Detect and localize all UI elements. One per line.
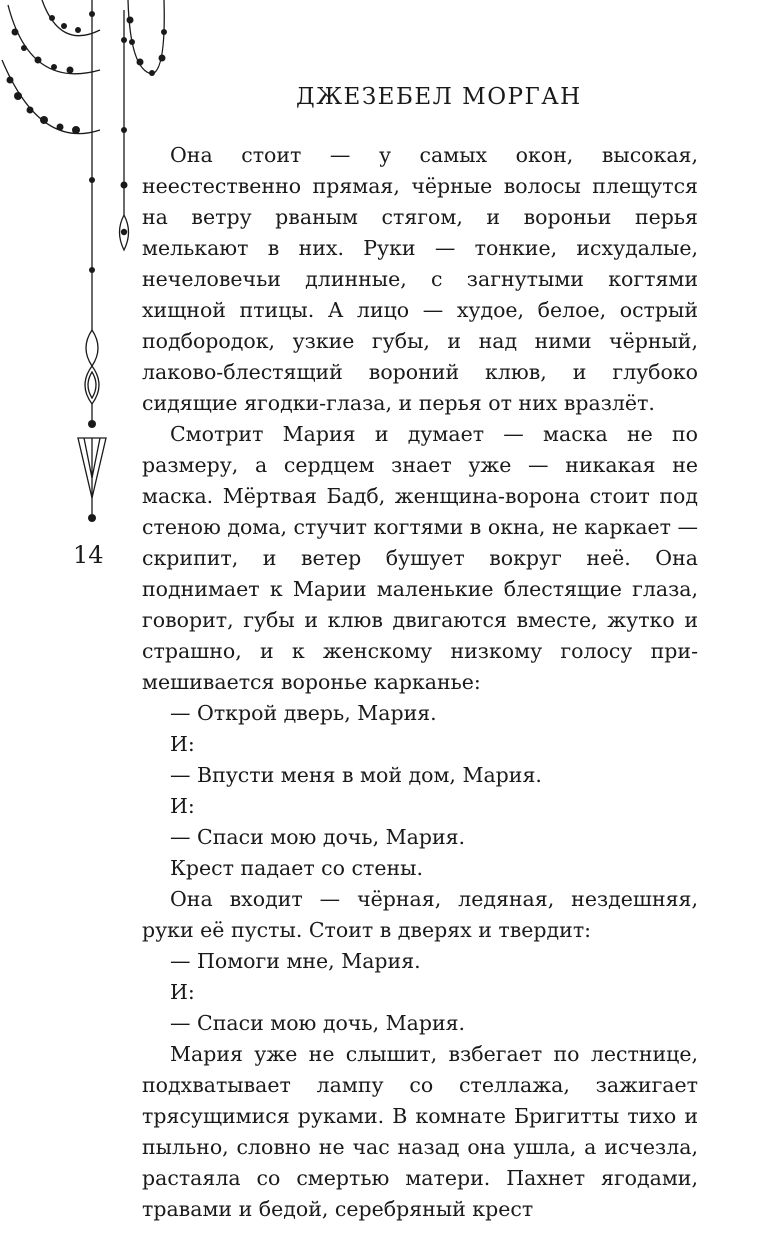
link-upper [86, 330, 98, 366]
bead [49, 15, 55, 21]
bead [12, 29, 19, 36]
bead [129, 39, 135, 45]
paragraph: И: [170, 980, 195, 1004]
bead-strand-middle [8, 5, 100, 74]
bead [67, 67, 74, 74]
bead [89, 267, 95, 273]
bead [27, 107, 34, 114]
eye-pendant-pupil [121, 229, 127, 235]
bead [57, 124, 64, 131]
dialogue-line: — Впусти меня в мой дом, Мария. [170, 763, 542, 787]
bead [121, 37, 127, 43]
bead [75, 27, 81, 33]
bead [21, 45, 27, 51]
paragraph: Она стоит — у самых окон, высокая, неестественно прямая, чёрные волосы плещутся на ветру рваным стягом, и вороньи перья мелькают в них. Руки — тонкие, исхудалые, нечеловечьи длинные, с загнутыми когтями хищной птицы. А лицо — худое, белое, острый подбородок, узкие губы, и над ними чёрный, лаково-блестящий вороний клюв, и глубоко сидящие ягодки-глаза, и перья от них вразлёт. [142, 143, 698, 415]
bead [88, 420, 96, 428]
dialogue-line: — Спаси мою дочь, Мария. [170, 1011, 466, 1035]
bead [7, 77, 14, 84]
dialogue-line: — Открой дверь, Мария. [170, 701, 437, 725]
nib-rib-left [84, 438, 92, 478]
paragraph: Смотрит Мария и думает — маска не по размеру, а сердцем знает уже — никакая не маска. Мёртвая Бадб, женщина-ворона стоит под стеною дома, стучит когтями в окна, не каркает — скрипит, и ветер бушует вокруг неё. Она поднимает к Марии маленькие блестящие глаза, говорит, губы и клюв двигаются вместе, жутко и страшно, и к женскому низкому голосу примешивается воронье карканье: [142, 422, 698, 694]
bead [51, 64, 57, 70]
paragraph: И: [170, 794, 195, 818]
bead [89, 11, 95, 17]
paragraph: Крест падает со стены. [170, 856, 423, 880]
bead [137, 59, 144, 66]
nib-rib-right [92, 438, 100, 478]
text-body [142, 140, 698, 1225]
paragraph: Она входит — чёрная, ледяная, нездешняя, руки её пусты. Стоит в дверях и твердит: [142, 887, 698, 942]
bead [88, 514, 96, 522]
bead [127, 17, 134, 24]
running-head: ДЖЕЗЕБЕЛ МОРГАН [296, 84, 582, 110]
paragraph: Мария уже не слышит, взбегает по лестнице, подхватывает лампу со стеллажа, зажигает трясущимися руками. В комнате Бригитты тихо и пыльно, словно не час назад она ушла, а исчезла, растаяла со смертью матери. Пахнет ягодами, травами и бедой, серебряный крест [142, 1042, 698, 1221]
bead [121, 127, 127, 133]
dialogue-line: — Спаси мою дочь, Мария. [170, 825, 466, 849]
bead [149, 70, 155, 76]
bead [89, 177, 95, 183]
dialogue-line: — Помоги мне, Мария. [170, 949, 421, 973]
bead [61, 23, 67, 29]
bead-strand-right [128, 0, 164, 74]
link-inner [88, 372, 96, 398]
paragraph: И: [170, 732, 195, 756]
bead [159, 55, 166, 62]
bead [40, 116, 48, 124]
bead [14, 92, 22, 100]
bead [121, 182, 128, 189]
bead [35, 57, 42, 64]
page-number: 14 [73, 541, 104, 569]
bead [72, 126, 80, 134]
bead [161, 29, 167, 35]
